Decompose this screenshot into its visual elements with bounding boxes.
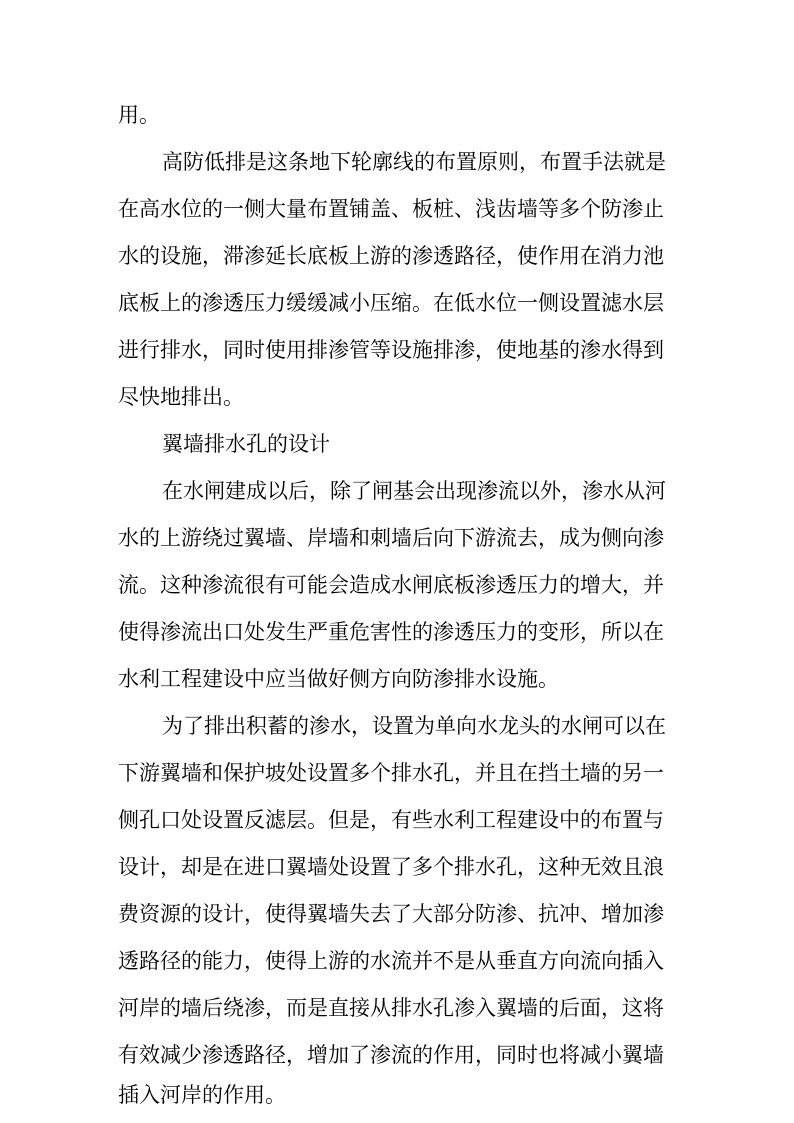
paragraph-line: 设计，却是在进口翼墙处设置了多个排水孔，这种无效且浪 [118,855,664,879]
paragraph-line: 底板上的渗透压力缓缓减小压缩。在低水位一侧设置滤水层 [118,291,664,315]
paragraph-line: 流。这种渗流很有可能会造成水闸底板渗透压力的增大，并 [118,573,664,597]
paragraph-line: 为了排出积蓄的渗水，设置为单向水龙头的水闸可以在 [162,714,666,738]
paragraph-line: 用。 [118,103,160,127]
paragraph-line: 使得渗流出口处发生严重危害性的渗透压力的变形，所以在 [118,620,664,644]
section-heading: 翼墙排水孔的设计 [162,432,330,456]
paragraph-line: 侧孔口处设置反滤层。但是，有些水利工程建设中的布置与 [118,808,664,832]
paragraph-line: 河岸的墙后绕渗，而是直接从排水孔渗入翼墙的后面，这将 [118,996,664,1020]
paragraph-line: 水利工程建设中应当做好侧方向防渗排水设施。 [118,667,559,691]
paragraph-line: 在水闸建成以后，除了闸基会出现渗流以外，渗水从河 [162,479,666,503]
paragraph-line: 插入河岸的作用。 [118,1083,286,1107]
paragraph-line: 在高水位的一侧大量布置铺盖、板桩、浅齿墙等多个防渗止 [118,197,664,221]
paragraph-line: 透路径的能力，使得上游的水流并不是从垂直方向流向插入 [118,949,664,973]
paragraph-line: 高防低排是这条地下轮廓线的布置原则，布置手法就是 [162,150,666,174]
paragraph-line: 水的上游绕过翼墙、岸墙和刺墙后向下游流去，成为侧向渗 [118,526,664,550]
paragraph-line: 有效减少渗透路径，增加了渗流的作用，同时也将减小翼墙 [118,1043,664,1067]
paragraph-line: 下游翼墙和保护坡处设置多个排水孔，并且在挡土墙的另一 [118,761,664,785]
paragraph-line: 费资源的设计，使得翼墙失去了大部分防渗、抗冲、增加渗 [118,902,664,926]
paragraph-line: 尽快地排出。 [118,385,244,409]
paragraph-line: 进行排水，同时使用排渗管等设施排渗，使地基的渗水得到 [118,338,664,362]
paragraph-line: 水的设施，滞渗延长底板上游的渗透路径，使作用在消力池 [118,244,664,268]
